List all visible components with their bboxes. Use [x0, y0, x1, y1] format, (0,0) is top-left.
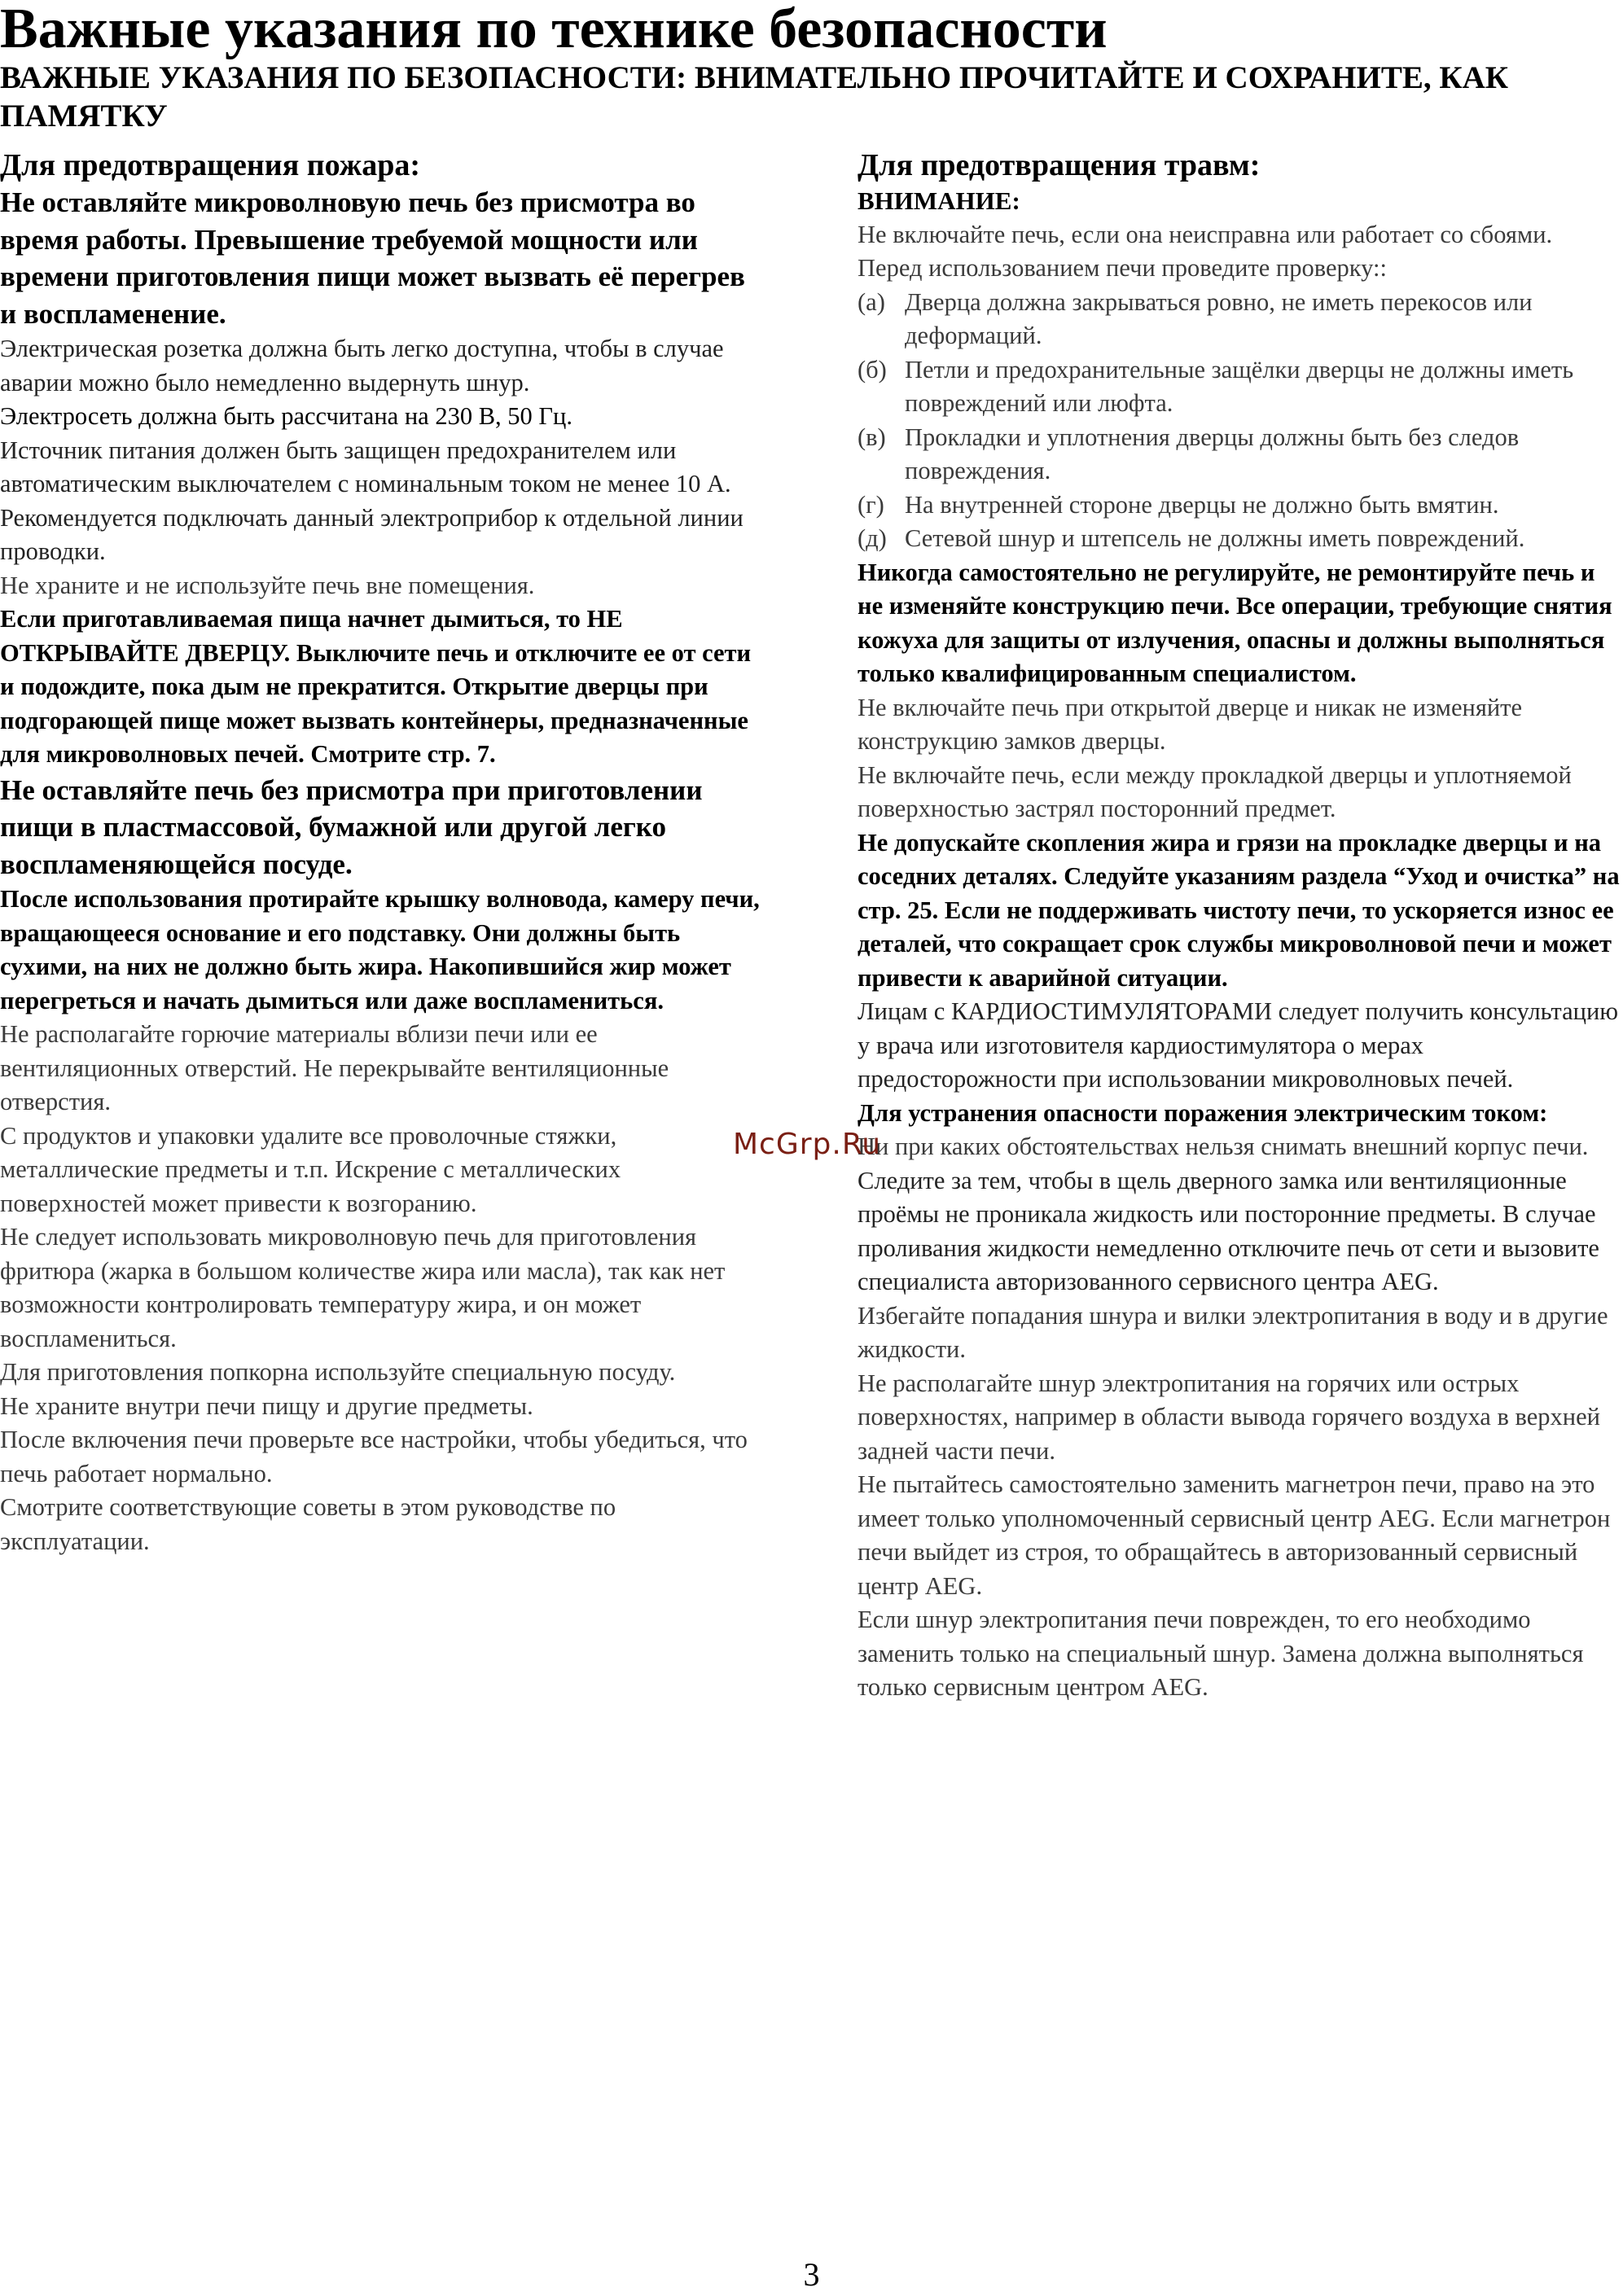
list-item-text: Сетевой шнур и штепсель не должны иметь повреждений.	[905, 524, 1525, 552]
foreign-object-text: Не включайте печь, если между прокладкой дверцы и уплотняемой поверхностью застрял посторонний предмет.	[858, 760, 1572, 822]
settings-check-text: После включения печи проверьте все настройки, чтобы убедиться, что печь работает нормально.	[0, 1426, 748, 1488]
injury-prevention-heading: Для предотвращения травм:	[858, 148, 1261, 182]
pacemaker-text: Лицам с КАРДИОСТИМУЛЯТОРАМИ следует получить консультацию у врача или изготовителя кардиостимулятора о мерах предосторожности при использовании микроволновых печей.	[858, 997, 1619, 1093]
storage-text: Не храните внутри печи пищу и другие предметы.	[0, 1391, 533, 1420]
list-marker: (д)	[858, 524, 887, 552]
door-check-list	[858, 286, 1623, 556]
open-door-text: Не включайте печь при открытой дверце и никак не изменяйте конструкцию замков дверцы.	[858, 693, 1523, 755]
cord-replacement-text: Если шнур электропитания печи поврежден, то его необходимо заменить только на специальный шнур. Замена должна выполняться только сервисным центром AEG.	[858, 1606, 1584, 1701]
cord-water-text: Избегайте попадания шнура и вилки электропитания в воду и в другие жидкости.	[858, 1301, 1608, 1363]
cleaning-warning: После использования протирайте крышку волновода, камеру печи, вращающееся основание и его подставку. Они должны быть сухими, на них не должно быть жира. Накопившийся жир может перегреться и начать дымиться или даже воспламениться.	[0, 885, 760, 1014]
list-item	[858, 286, 1623, 353]
list-item-text: Дверца должна закрываться ровно, не иметь перекосов или деформаций.	[905, 287, 1533, 349]
injury-prevention-column	[858, 147, 1623, 1705]
deep-frying-text: Не следует использовать микроволновую печь для приготовления фритюра (жарка в большом количестве жира или масла), так как нет возможности контролировать температуру жира, и он может воспламениться.	[0, 1223, 726, 1352]
list-marker: (г)	[858, 490, 884, 519]
list-marker: (а)	[858, 287, 885, 316]
mains-voltage-text: Электросеть должна быть рассчитана на 230 В, 50 Гц.	[0, 402, 572, 430]
list-item	[858, 522, 1623, 556]
list-item-text: Прокладки и уплотнения дверцы должны быть без следов повреждения.	[905, 423, 1520, 484]
fire-prevention-column	[0, 147, 761, 1558]
smoke-warning: Если приготавливаемая пища начнет дымиться, то НЕ ОТКРЫВАЙТЕ ДВЕРЦУ. Выключите печь и отключите ее от сети и подождите, пока дым не прекратится. Открытие дверцы при подгорающей пище может вызвать контейнеры, предназначенные для микроволновых печей. Смотрите стр. 7.	[0, 605, 752, 768]
page-number: 3	[803, 2256, 820, 2293]
page-title: Важные указания по технике безопасности	[0, 0, 1108, 60]
popcorn-text: Для приготовления попкорна используйте специальную посуду.	[0, 1358, 676, 1386]
list-item	[858, 353, 1623, 421]
warning-label: ВНИМАНИЕ:	[858, 186, 1020, 215]
socket-access-text: Электрическая розетка должна быть легко доступна, чтобы в случае аварии можно было немедленно выдернуть шнур.	[0, 335, 724, 397]
metal-ties-text: С продуктов и упаковки удалите все проволочные стяжки, металлические предметы и т.п. Искрение с металлических поверхностей может привести к возгоранию.	[0, 1121, 621, 1217]
grease-warning: Не допускайте скопления жира и грязи на прокладке дверцы и на соседних деталях. Следуйте указаниям раздела “Уход и очистка” на стр. 25. Если не поддерживать чистоту печи, то ускоряется износ ее деталей, что сокращает срок службы микроволновой печи и может привести к аварийной ситуации.	[858, 828, 1620, 992]
pre-use-check-text: Не включайте печь, если она неисправна или работает со сбоями. Перед использованием печи проведите проверку::	[858, 220, 1553, 282]
unattended-warning: Не оставляйте микроволновую печь без присмотра во время работы. Превышение требуемой мощности или времени приготовления пищи может вызвать её перегрев и воспламенение.	[0, 186, 745, 330]
list-item	[858, 489, 1623, 523]
fire-prevention-heading: Для предотвращения пожара:	[0, 148, 421, 182]
combustibles-text: Не располагайте горючие материалы вблизи печи или ее вентиляционных отверстий. Не перекрывайте вентиляционные отверстия.	[0, 1020, 669, 1115]
outdoor-use-text: Не храните и не используйте печь вне помещения.	[0, 571, 535, 599]
list-item-text: На внутренней стороне дверцы не должно быть вмятин.	[905, 490, 1499, 519]
casing-text: Ни при каких обстоятельствах нельзя снимать внешний корпус печи.	[858, 1133, 1589, 1160]
watermark-text: McGrp.Ru	[733, 1128, 882, 1161]
list-item-text: Петли и предохранительные защёлки дверцы не должны иметь повреждений или люфта.	[905, 355, 1574, 417]
list-marker: (б)	[858, 355, 887, 383]
list-marker: (в)	[858, 423, 886, 451]
fuse-text: Источник питания должен быть защищен предохранителем или автоматическим выключателем с номинальным током не менее 10 А. Рекомендуется подключать данный электроприбор к отдельной линии проводки.	[0, 436, 744, 565]
electric-shock-heading: Для устранения опасности поражения электрическим током:	[858, 1098, 1548, 1127]
liquid-ingress-text: Следите за тем, чтобы в щель дверного замка или вентиляционные проёмы не проникала жидкость или посторонние предметы. В случае проливания жидкости немедленно отключите печь от сети и вызовите специалиста авторизованного сервисного центра AEG.	[858, 1166, 1599, 1295]
cord-hot-surface-text: Не располагайте шнур электропитания на горячих или острых поверхностях, например в области вывода горячего воздуха в верхней задней части печи.	[858, 1369, 1600, 1465]
no-self-repair-warning: Никогда самостоятельно не регулируйте, не ремонтируйте печь и не изменяйте конструкцию печи. Все операции, требующие снятия кожуха для защиты от излучения, опасны и должны выполняться только квалифицированным специалистом.	[858, 558, 1612, 687]
flammable-dish-warning: Не оставляйте печь без присмотра при приготовлении пищи в пластмассовой, бумажной или другой легко воспламеняющейся посуде.	[0, 773, 703, 880]
page-subtitle: ВАЖНЫЕ УКАЗАНИЯ ПО БЕЗОПАСНОСТИ: ВНИМАТЕЛЬНО ПРОЧИТАЙТЕ И СОХРАНИТЕ, КАК ПАМЯТКУ	[0, 60, 1509, 134]
list-item	[858, 421, 1623, 489]
magnetron-text: Не пытайтесь самостоятельно заменить магнетрон печи, право на это имеет только уполномоченный сервисный центр AEG. Если магнетрон печи выйдет из строя, то обращайтесь в авторизованный сервисный центр AEG.	[858, 1470, 1611, 1600]
manual-tips-text: Смотрите соответствующие советы в этом руководстве по эксплуатации.	[0, 1493, 616, 1555]
